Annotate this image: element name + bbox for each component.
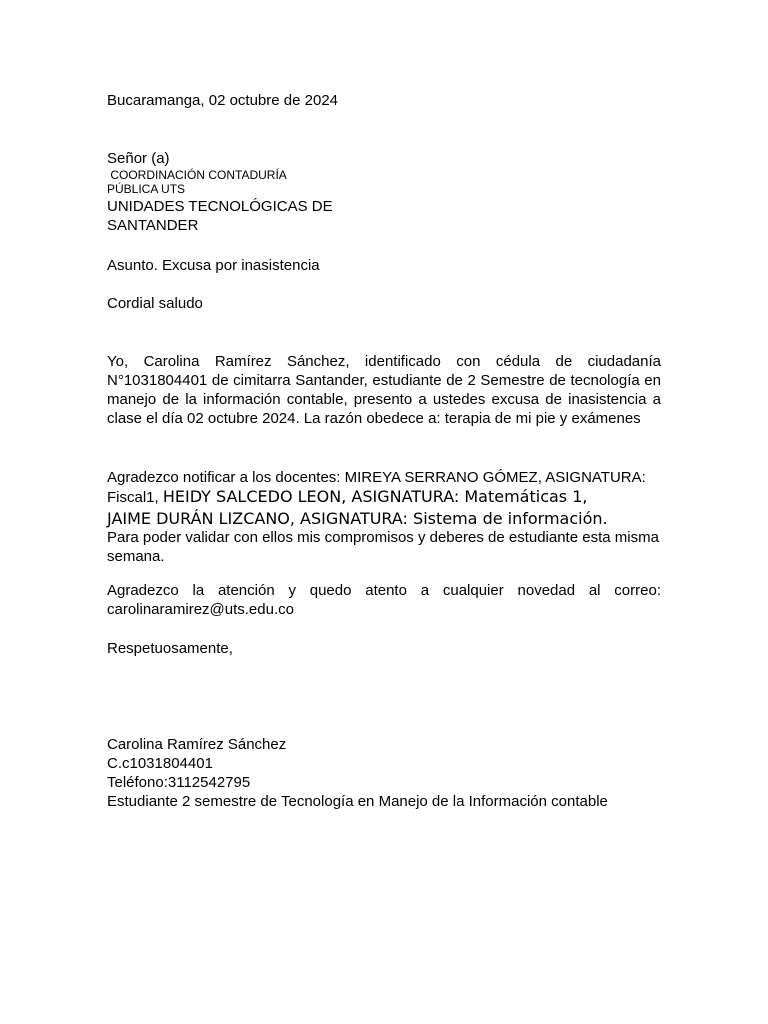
closing: Respetuosamente, [107,640,233,657]
notify-paragraph [107,468,661,566]
contact-email: carolinaramirez@uts.edu.co [107,601,294,618]
place-date: Bucaramanga, 02 octubre de 2024 [107,92,338,109]
recipient-department-line1: COORDINACIÓN CONTADURÍA [107,168,287,182]
notify-line3: JAIME DURÁN LIZCANO, ASIGNATURA: Sistema de información. [107,509,608,528]
signature-role: Estudiante 2 semestre de Tecnología en Manejo de la Información contable [107,793,608,810]
notify-line2-course: Fiscal1, [107,489,163,506]
notify-line4: Para poder validar con ellos mis compromisos y deberes de estudiante esta misma semana. [107,529,659,565]
recipient-organization [107,197,661,235]
recipient-department-line2: PÚBLICA UTS [107,182,186,196]
signature-block [107,735,661,811]
thanks-line1: Agradezco la atención y quedo atento a cualquier novedad al correo: [107,582,661,599]
notify-line2 [107,486,661,508]
signature-phone: Teléfono:3112542795 [107,774,251,791]
recipient-organization-line2: SANTANDER [107,217,199,234]
recipient-department [107,168,661,196]
notify-line1: Agradezco notificar a los docentes: MIREYA SERRANO GÓMEZ, ASIGNATURA: [107,469,646,486]
thanks-paragraph [107,581,661,619]
signature-id: C.c1031804401 [107,755,213,772]
recipient-organization-line1: UNIDADES TECNOLÓGICAS DE [107,198,333,215]
salutation: Señor (a) [107,150,170,167]
signature-name: Carolina Ramírez Sánchez [107,736,287,753]
subject-line: Asunto. Excusa por inasistencia [107,257,320,274]
body-paragraph: Yo, Carolina Ramírez Sánchez, identificado con cédula de ciudadanía N°1031804401 de cimitarra Santander, estudiante de 2 Semestre de tecnología en manejo de la información contable, presento a ustedes excusa de inasistencia a clase el día 02 octubre 2024. La razón obedece a: terapia de mi pie y exámenes [107,353,661,427]
notify-line2-teacher: HEIDY SALCEDO LEON, ASIGNATURA: Matemáticas 1, [162,487,588,506]
greeting: Cordial saludo [107,295,203,312]
